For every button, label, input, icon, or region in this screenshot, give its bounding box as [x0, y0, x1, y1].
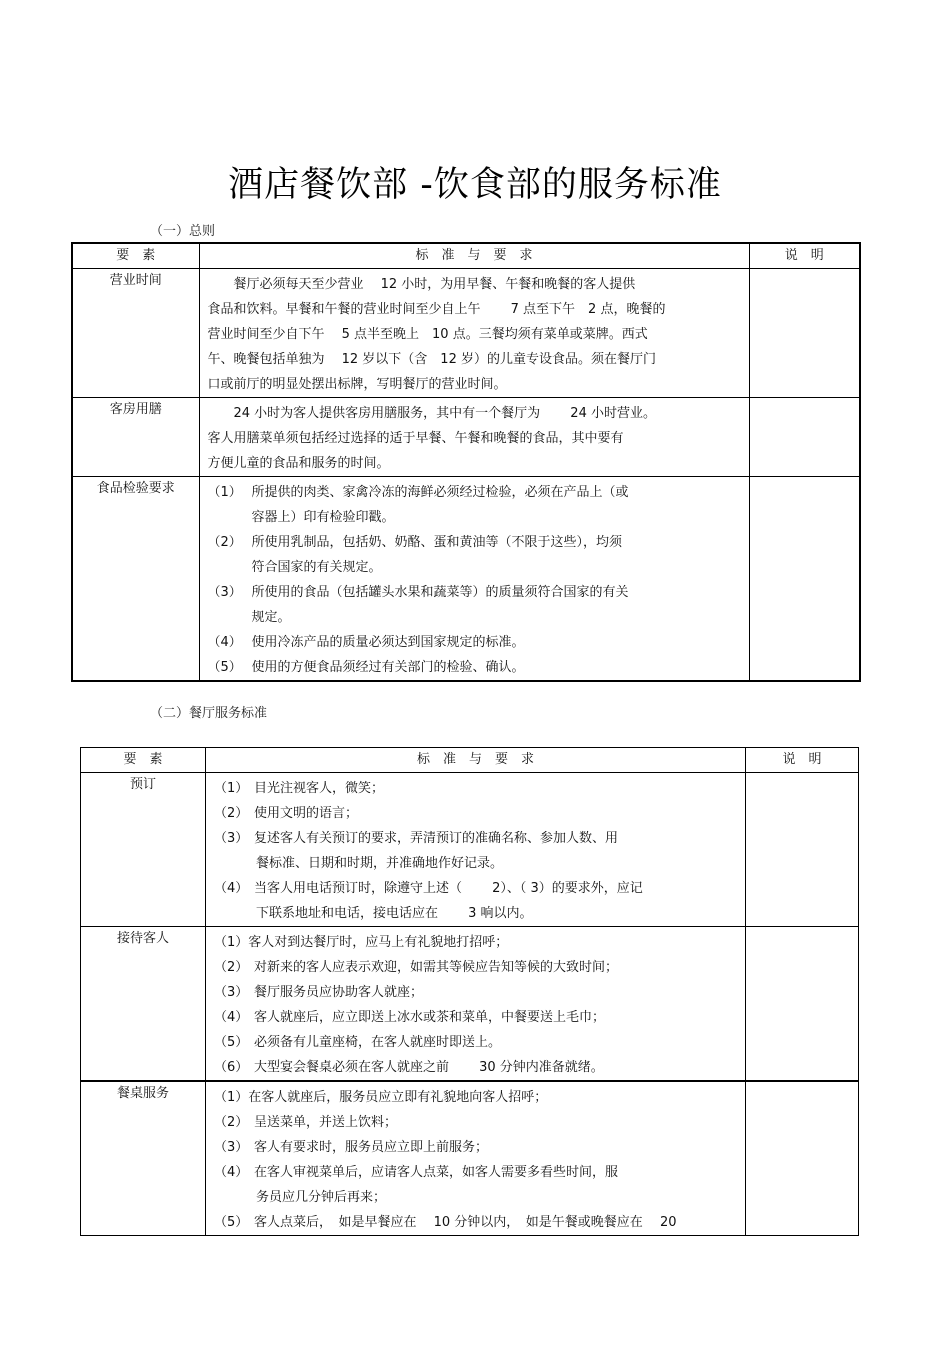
list-item: （2） 对新来的客人应表示欢迎，如需其等候应告知等候的大致时间；: [214, 960, 619, 975]
header-note: 说 明: [746, 748, 859, 773]
list-item: （2） 使用文明的语言；: [214, 806, 359, 821]
header-element: 要 素: [81, 748, 206, 773]
list-item: （1）客人对到达餐厅时，应马上有礼貌地打招呼；: [214, 935, 509, 950]
list-item: （1） 目光注视客人，微笑；: [214, 781, 385, 796]
row-category: 接待客人: [81, 927, 206, 1082]
list-item-continuation: 餐标准、日期和时期，并准确地作好记录。: [256, 856, 504, 871]
row-standard: [199, 477, 749, 682]
list-item: （5） 使用的方便食品须经过有关部门的检验、确认。: [207, 660, 525, 675]
general-standards-table: [71, 242, 861, 682]
text-line: 食品和饮料。早餐和午餐的营业时间至少自上午 7 点至下午 2 点，晚餐的: [207, 302, 666, 317]
list-item-continuation: 规定。: [251, 610, 291, 625]
row-category: 客房用膳: [72, 398, 199, 477]
table-row: [72, 477, 860, 682]
row-note: [749, 398, 860, 477]
row-note: [746, 1081, 859, 1236]
text-line: 午、晚餐包括单独为 12 岁以下（含 12 岁）的儿童专设食品。须在餐厅门: [207, 352, 656, 367]
list-item-continuation: 容器上）印有检验印戳。: [251, 510, 395, 525]
table-header-row: [72, 243, 860, 269]
row-standard: [206, 1081, 746, 1236]
row-standard: [199, 398, 749, 477]
list-item: （3） 复述客人有关预订的要求，弄清预订的准确名称、参加人数、用: [214, 831, 619, 846]
row-category: 预订: [81, 773, 206, 927]
row-category: 营业时间: [72, 269, 199, 398]
text-line: 客人用膳菜单须包括经过选择的适于早餐、午餐和晚餐的食品，其中要有: [207, 431, 624, 446]
header-standard: 标 准 与 要 求: [206, 748, 746, 773]
list-item: （1） 所提供的肉类、家禽冷冻的海鲜必须经过检验，必须在产品上（或: [207, 485, 629, 500]
row-note: [749, 269, 860, 398]
list-item: （3） 客人有要求时，服务员应立即上前服务；: [214, 1140, 489, 1155]
list-item: （1）在客人就座后，服务员应立即有礼貌地向客人招呼；: [214, 1090, 548, 1105]
list-item: （5） 必须备有儿童座椅，在客人就座时即送上。: [214, 1035, 502, 1050]
row-note: [746, 927, 859, 1082]
text-line: 方便儿童的食品和服务的时间。: [207, 456, 390, 471]
section-heading-general: （一）总则: [150, 224, 216, 239]
header-standard: 标 准 与 要 求: [199, 243, 749, 269]
restaurant-standards-table: [80, 747, 859, 1236]
row-note: [746, 773, 859, 927]
list-item: （4） 使用冷冻产品的质量必须达到国家规定的标准。: [207, 635, 525, 650]
list-item-continuation: 下联系地址和电话，接电话应在 3 响以内。: [256, 906, 533, 921]
row-standard: [199, 269, 749, 398]
row-standard: [206, 773, 746, 927]
text-line: 营业时间至少自下午 5 点半至晚上 10 点。三餐均须有菜单或菜牌。西式: [207, 327, 648, 342]
list-item: （5） 客人点菜后， 如是早餐应在 10 分钟以内， 如是午餐或晚餐应在 20: [214, 1215, 677, 1230]
table-row: [81, 773, 859, 927]
text-line: 餐厅必须每天至少营业 12 小时，为用早餐、午餐和晚餐的客人提供: [233, 277, 636, 292]
text-line: 24 小时为客人提供客房用膳服务，其中有一个餐厅为 24 小时营业。: [233, 406, 656, 421]
list-item: （4） 当客人用电话预订时，除遵守上述（ 2）、（ 3）的要求外，应记: [214, 881, 643, 896]
row-standard: [206, 927, 746, 1082]
list-item-continuation: 务员应几分钟后再来；: [256, 1190, 387, 1205]
list-item: （6） 大型宴会餐桌必须在客人就座之前 30 分钟内准备就绪。: [214, 1060, 604, 1075]
row-note: [749, 477, 860, 682]
list-item: （3） 所使用的食品（包括罐头水果和蔬菜等）的质量须符合国家的有关: [207, 585, 629, 600]
header-element: 要 素: [72, 243, 199, 269]
row-category: 餐桌服务: [81, 1081, 206, 1236]
table-row: [72, 269, 860, 398]
list-item: （3） 餐厅服务员应协助客人就座；: [214, 985, 424, 1000]
list-item: （2） 呈送菜单，并送上饮料；: [214, 1115, 398, 1130]
list-item: （4） 在客人审视菜单后，应请客人点菜，如客人需要多看些时间，服: [214, 1165, 619, 1180]
table-row: [72, 398, 860, 477]
page-title: 酒店餐饮部 -饮食部的服务标准: [228, 165, 722, 205]
list-item: （2） 所使用乳制品，包括奶、奶酪、蛋和黄油等（不限于这些），均须: [207, 535, 623, 550]
table-header-row: [81, 748, 859, 773]
row-category: 食品检验要求: [72, 477, 199, 682]
header-note: 说 明: [749, 243, 860, 269]
table-row: [81, 1081, 859, 1236]
text-line: 口或前厅的明显处摆出标牌，写明餐厅的营业时间。: [207, 377, 507, 392]
list-item: （4） 客人就座后，应立即送上冰水或茶和菜单，中餐要送上毛巾；: [214, 1010, 606, 1025]
table-row: [81, 927, 859, 1082]
list-item-continuation: 符合国家的有关规定。: [251, 560, 382, 575]
section-heading-restaurant: （二）餐厅服务标准: [150, 706, 268, 721]
